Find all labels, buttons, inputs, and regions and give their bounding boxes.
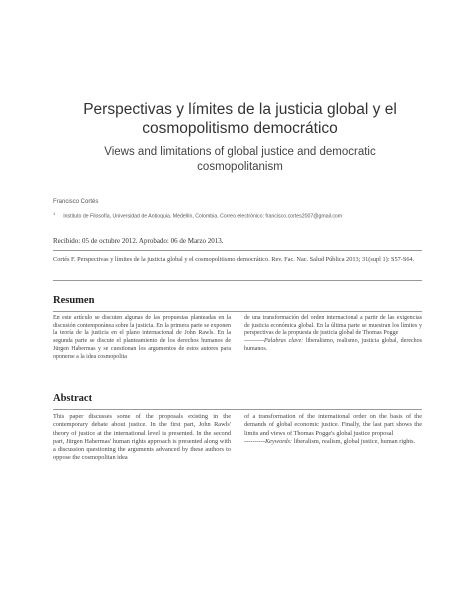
resumen-right-text: de una transformación del orden internacional a partir de las exigencias de justicia económica global. En la última parte se muestran los límites y perspectivas de la propuesta de justicia global de Thomas Pogge: [244, 315, 422, 337]
resumen-heading: Resumen: [53, 295, 95, 306]
abstract-heading: Abstract: [53, 393, 93, 404]
received-approved-dates: Recibido: 05 de octubre 2012. Aprobado: 06 de Marzo 2013.: [53, 237, 224, 245]
abstract-right-column: [244, 413, 422, 446]
resumen-left-column: En este artículo se discuten algunas de las propuestas planteadas en la discusión contemporánea sobre la justicia. En la primera parte se exponen la teoría de la justicia en el plano internacional de John Rawls. En la segunda parte se discute el planteamiento de los derechos humanos de Jürgen Habermas y se cuestionan los argumentos de estos autores para oponerse a la idea cosmopolita: [53, 315, 231, 360]
affiliation-text: Instituto de Filosofía, Universidad de Antioquia. Medellín, Colombia. Correo electrónico: francisco.cortes2007@gmail.com: [63, 213, 343, 220]
divider: [53, 280, 422, 281]
divider: [53, 250, 422, 251]
abstract-left-column: This paper discusses some of the proposals existing in the contemporary debate about justice. In the first part, John Rawls' theory of justice at the international level is presented. In the second part, Jürgen Habermas' human rights approach is presented along with a discussion questioning the arguments advanced by these authors to oppose the cosmopolitan idea: [53, 413, 231, 462]
keywords-label: ----------Keywords:: [244, 437, 293, 445]
divider: [53, 409, 422, 410]
article-title-english: Views and limitations of global justice and democratic cosmopolitanism: [104, 146, 376, 173]
palabras-clave-label: ----------Palabras clave:: [244, 338, 304, 345]
resumen-right-column: [244, 315, 422, 354]
palabras-clave: liberalismo, realismo, justicia global, derechos humanos.: [244, 338, 422, 352]
keywords: liberalism, realism, global justice, human rights.: [292, 437, 416, 445]
author-name: Francisco Cortés: [53, 199, 99, 205]
abstract-right-text: of a transformation of the international order on the basis of the demands of global economic justice. Finally, the last part shows the limits and views of Thomas Pogge's global justice proposal: [244, 413, 422, 437]
affiliation-marker: 1: [53, 211, 56, 216]
divider: [53, 311, 422, 312]
citation: Cortés F. Perspectivas y límites de la justicia global y el cosmopolitismo democrático. Rev. Fac. Nac. Salud Pública 2013; 31(supl 1): S57-S64.: [53, 256, 415, 263]
article-title-spanish: Perspectivas y límites de la justicia global y el cosmopolitismo democrático: [83, 101, 397, 137]
author-affiliation: [53, 211, 433, 220]
